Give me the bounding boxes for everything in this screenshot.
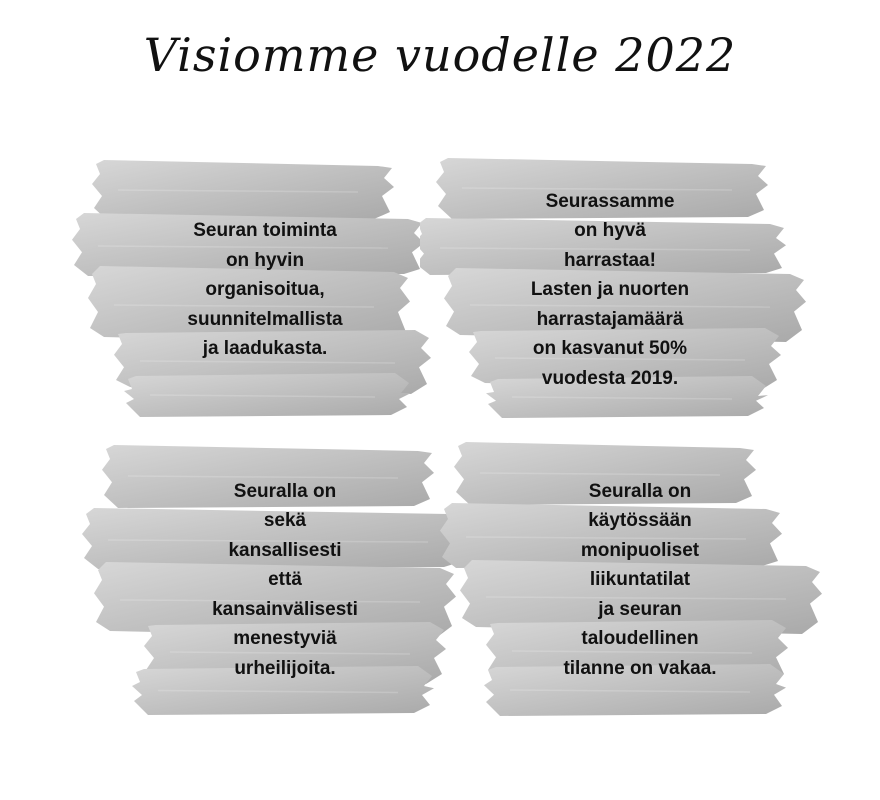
card-line: kansainvälisesti <box>212 598 358 620</box>
card-line: ja laadukasta. <box>202 338 328 360</box>
card-line: menestyviä <box>233 628 337 650</box>
card-line: Seurassamme <box>545 190 675 212</box>
card-line: Seuran toiminta <box>193 220 337 242</box>
card-line: on kasvanut 50% <box>532 338 688 360</box>
vision-card-4 <box>440 430 840 730</box>
card-text <box>490 140 730 440</box>
card-line: on hyvin <box>225 249 305 271</box>
card-line: että <box>268 569 302 591</box>
card-line: kansallisesti <box>228 539 342 561</box>
card-line: Lasten ja nuorten <box>530 279 690 301</box>
page-title: Visiomme vuodelle 2022 <box>143 28 737 82</box>
card-line: vuodesta 2019. <box>541 367 679 389</box>
card-line: organisoitua, <box>205 279 325 301</box>
card-line: Seuralla on <box>233 480 337 502</box>
card-line: sekä <box>263 510 307 532</box>
vision-card-3 <box>80 430 480 730</box>
card-text <box>525 430 755 730</box>
card-line: ja seuran <box>598 598 682 620</box>
card-line: liikuntatilat <box>589 569 691 591</box>
card-text <box>185 430 385 730</box>
card-line: monipuoliset <box>580 539 700 561</box>
card-line: harrastaa! <box>564 249 656 271</box>
vision-card-2 <box>420 140 820 440</box>
card-line: tilanne on vakaa. <box>563 657 717 679</box>
card-line: on hyvä <box>574 220 646 242</box>
card-line: suunnitelmallista <box>187 308 343 330</box>
card-line: harrastajamäärä <box>536 308 684 330</box>
card-line: Seuralla on <box>588 480 692 502</box>
card-line: urheilijoita. <box>234 657 336 679</box>
card-line: taloudellinen <box>581 628 699 650</box>
vision-card-1 <box>70 140 470 440</box>
card-line: käytössään <box>588 510 692 532</box>
card-text <box>165 140 365 440</box>
